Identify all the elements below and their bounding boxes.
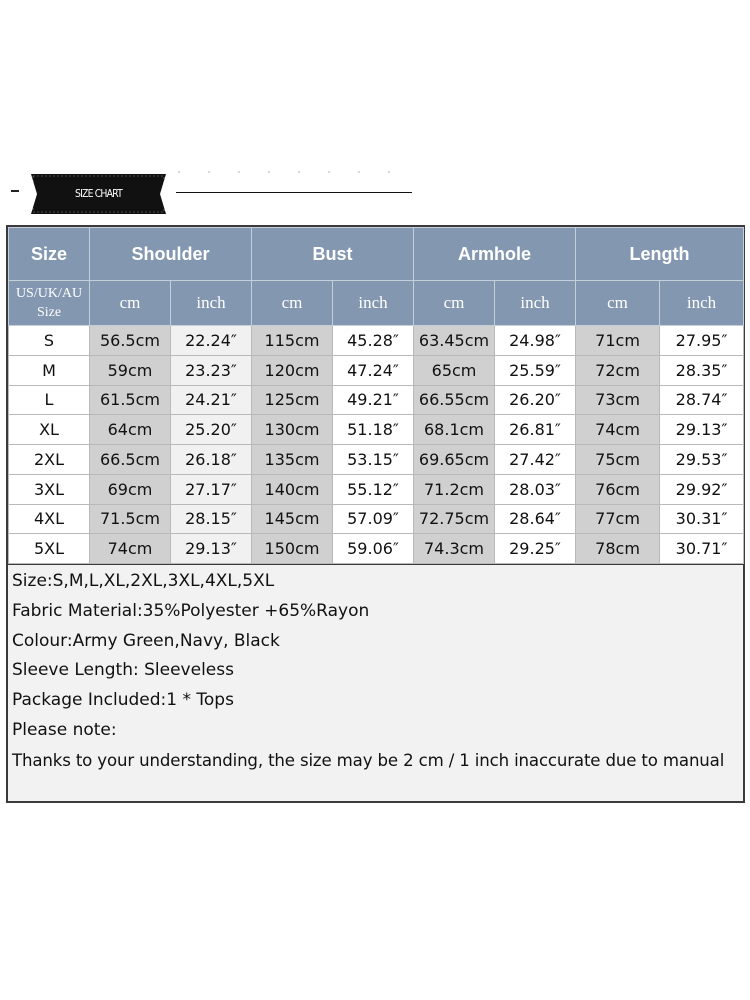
note-please-note: Please note: bbox=[12, 719, 117, 740]
note-package: Package Included:1 * Tops bbox=[12, 690, 234, 711]
table-row bbox=[9, 326, 744, 356]
column-header-bust: Bust bbox=[252, 228, 414, 281]
shoulder-cm-cell: 71.5cm bbox=[90, 504, 171, 534]
unit-cm: cm bbox=[90, 281, 171, 326]
length-inch-cell: 29.13″ bbox=[660, 415, 744, 445]
bust-cm-cell: 145cm bbox=[252, 504, 333, 534]
armhole-cm-cell: 69.65cm bbox=[414, 445, 495, 475]
unit-inch: inch bbox=[333, 281, 414, 326]
size-chart-banner bbox=[0, 168, 750, 216]
bust-cm-cell: 135cm bbox=[252, 445, 333, 475]
shoulder-inch-cell: 27.17″ bbox=[171, 474, 252, 504]
size-chart-title: SIZE CHART bbox=[75, 187, 122, 200]
shoulder-inch-cell: 25.20″ bbox=[171, 415, 252, 445]
length-cm-cell: 74cm bbox=[576, 415, 660, 445]
table-row bbox=[9, 415, 744, 445]
size-table-frame bbox=[6, 225, 745, 565]
armhole-cm-cell: 68.1cm bbox=[414, 415, 495, 445]
shoulder-cm-cell: 66.5cm bbox=[90, 445, 171, 475]
size-region-label: US/UK/AU Size bbox=[9, 281, 90, 326]
bust-cm-cell: 125cm bbox=[252, 385, 333, 415]
armhole-inch-cell: 24.98″ bbox=[495, 326, 576, 356]
unit-inch: inch bbox=[495, 281, 576, 326]
row-size: 3XL bbox=[9, 474, 90, 504]
armhole-inch-cell: 25.59″ bbox=[495, 355, 576, 385]
length-inch-cell: 28.35″ bbox=[660, 355, 744, 385]
unit-inch: inch bbox=[171, 281, 252, 326]
row-size: 2XL bbox=[9, 445, 90, 475]
banner-dash bbox=[11, 190, 19, 192]
unit-cm: cm bbox=[252, 281, 333, 326]
size-table bbox=[8, 227, 744, 564]
shoulder-inch-cell: 23.23″ bbox=[171, 355, 252, 385]
note-disclaimer: Thanks to your understanding, the size may be 2 cm / 1 inch inaccurate due to manual bbox=[12, 750, 725, 770]
banner-rule bbox=[176, 192, 412, 193]
length-cm-cell: 75cm bbox=[576, 445, 660, 475]
table-row bbox=[9, 504, 744, 534]
banner-dots bbox=[178, 171, 413, 175]
row-size: 5XL bbox=[9, 534, 90, 564]
shoulder-inch-cell: 22.24″ bbox=[171, 326, 252, 356]
row-size: M bbox=[9, 355, 90, 385]
unit-cm: cm bbox=[414, 281, 495, 326]
table-row bbox=[9, 534, 744, 564]
armhole-inch-cell: 26.20″ bbox=[495, 385, 576, 415]
armhole-inch-cell: 29.25″ bbox=[495, 534, 576, 564]
shoulder-cm-cell: 59cm bbox=[90, 355, 171, 385]
length-inch-cell: 29.53″ bbox=[660, 445, 744, 475]
armhole-inch-cell: 26.81″ bbox=[495, 415, 576, 445]
bust-inch-cell: 53.15″ bbox=[333, 445, 414, 475]
unit-inch: inch bbox=[660, 281, 744, 326]
bust-cm-cell: 115cm bbox=[252, 326, 333, 356]
length-cm-cell: 72cm bbox=[576, 355, 660, 385]
armhole-inch-cell: 28.64″ bbox=[495, 504, 576, 534]
table-row bbox=[9, 474, 744, 504]
bust-cm-cell: 150cm bbox=[252, 534, 333, 564]
shoulder-cm-cell: 74cm bbox=[90, 534, 171, 564]
row-size: S bbox=[9, 326, 90, 356]
shoulder-cm-cell: 56.5cm bbox=[90, 326, 171, 356]
armhole-cm-cell: 72.75cm bbox=[414, 504, 495, 534]
bust-inch-cell: 47.24″ bbox=[333, 355, 414, 385]
shoulder-inch-cell: 28.15″ bbox=[171, 504, 252, 534]
size-table-body bbox=[9, 326, 744, 564]
armhole-cm-cell: 65cm bbox=[414, 355, 495, 385]
table-header-row bbox=[9, 228, 744, 281]
column-header-size: Size bbox=[9, 228, 90, 281]
bust-inch-cell: 45.28″ bbox=[333, 326, 414, 356]
length-inch-cell: 27.95″ bbox=[660, 326, 744, 356]
bust-inch-cell: 51.18″ bbox=[333, 415, 414, 445]
row-size: L bbox=[9, 385, 90, 415]
length-inch-cell: 30.71″ bbox=[660, 534, 744, 564]
bust-inch-cell: 49.21″ bbox=[333, 385, 414, 415]
shoulder-inch-cell: 26.18″ bbox=[171, 445, 252, 475]
note-fabric: Fabric Material:35%Polyester +65%Rayon bbox=[12, 600, 370, 621]
length-inch-cell: 30.31″ bbox=[660, 504, 744, 534]
bust-inch-cell: 55.12″ bbox=[333, 474, 414, 504]
table-row bbox=[9, 445, 744, 475]
length-cm-cell: 77cm bbox=[576, 504, 660, 534]
armhole-cm-cell: 71.2cm bbox=[414, 474, 495, 504]
shoulder-cm-cell: 64cm bbox=[90, 415, 171, 445]
bust-inch-cell: 57.09″ bbox=[333, 504, 414, 534]
note-sleeve: Sleeve Length: Sleeveless bbox=[12, 660, 234, 681]
size-chart-ribbon bbox=[31, 174, 166, 214]
shoulder-cm-cell: 61.5cm bbox=[90, 385, 171, 415]
row-size: 4XL bbox=[9, 504, 90, 534]
bust-cm-cell: 130cm bbox=[252, 415, 333, 445]
table-row bbox=[9, 385, 744, 415]
armhole-cm-cell: 66.55cm bbox=[414, 385, 495, 415]
row-size: XL bbox=[9, 415, 90, 445]
length-inch-cell: 28.74″ bbox=[660, 385, 744, 415]
length-cm-cell: 78cm bbox=[576, 534, 660, 564]
length-cm-cell: 76cm bbox=[576, 474, 660, 504]
column-header-armhole: Armhole bbox=[414, 228, 576, 281]
column-header-length: Length bbox=[576, 228, 744, 281]
note-sizes: Size:S,M,L,XL,2XL,3XL,4XL,5XL bbox=[12, 571, 275, 591]
shoulder-inch-cell: 29.13″ bbox=[171, 534, 252, 564]
note-colour: Colour:Army Green,Navy, Black bbox=[12, 630, 280, 651]
product-notes bbox=[6, 565, 745, 803]
armhole-inch-cell: 28.03″ bbox=[495, 474, 576, 504]
armhole-cm-cell: 63.45cm bbox=[414, 326, 495, 356]
armhole-cm-cell: 74.3cm bbox=[414, 534, 495, 564]
column-header-shoulder: Shoulder bbox=[90, 228, 252, 281]
armhole-inch-cell: 27.42″ bbox=[495, 445, 576, 475]
bust-cm-cell: 140cm bbox=[252, 474, 333, 504]
length-cm-cell: 73cm bbox=[576, 385, 660, 415]
length-inch-cell: 29.92″ bbox=[660, 474, 744, 504]
bust-inch-cell: 59.06″ bbox=[333, 534, 414, 564]
length-cm-cell: 71cm bbox=[576, 326, 660, 356]
table-row bbox=[9, 355, 744, 385]
shoulder-inch-cell: 24.21″ bbox=[171, 385, 252, 415]
bust-cm-cell: 120cm bbox=[252, 355, 333, 385]
table-unit-row bbox=[9, 281, 744, 326]
unit-cm: cm bbox=[576, 281, 660, 326]
shoulder-cm-cell: 69cm bbox=[90, 474, 171, 504]
